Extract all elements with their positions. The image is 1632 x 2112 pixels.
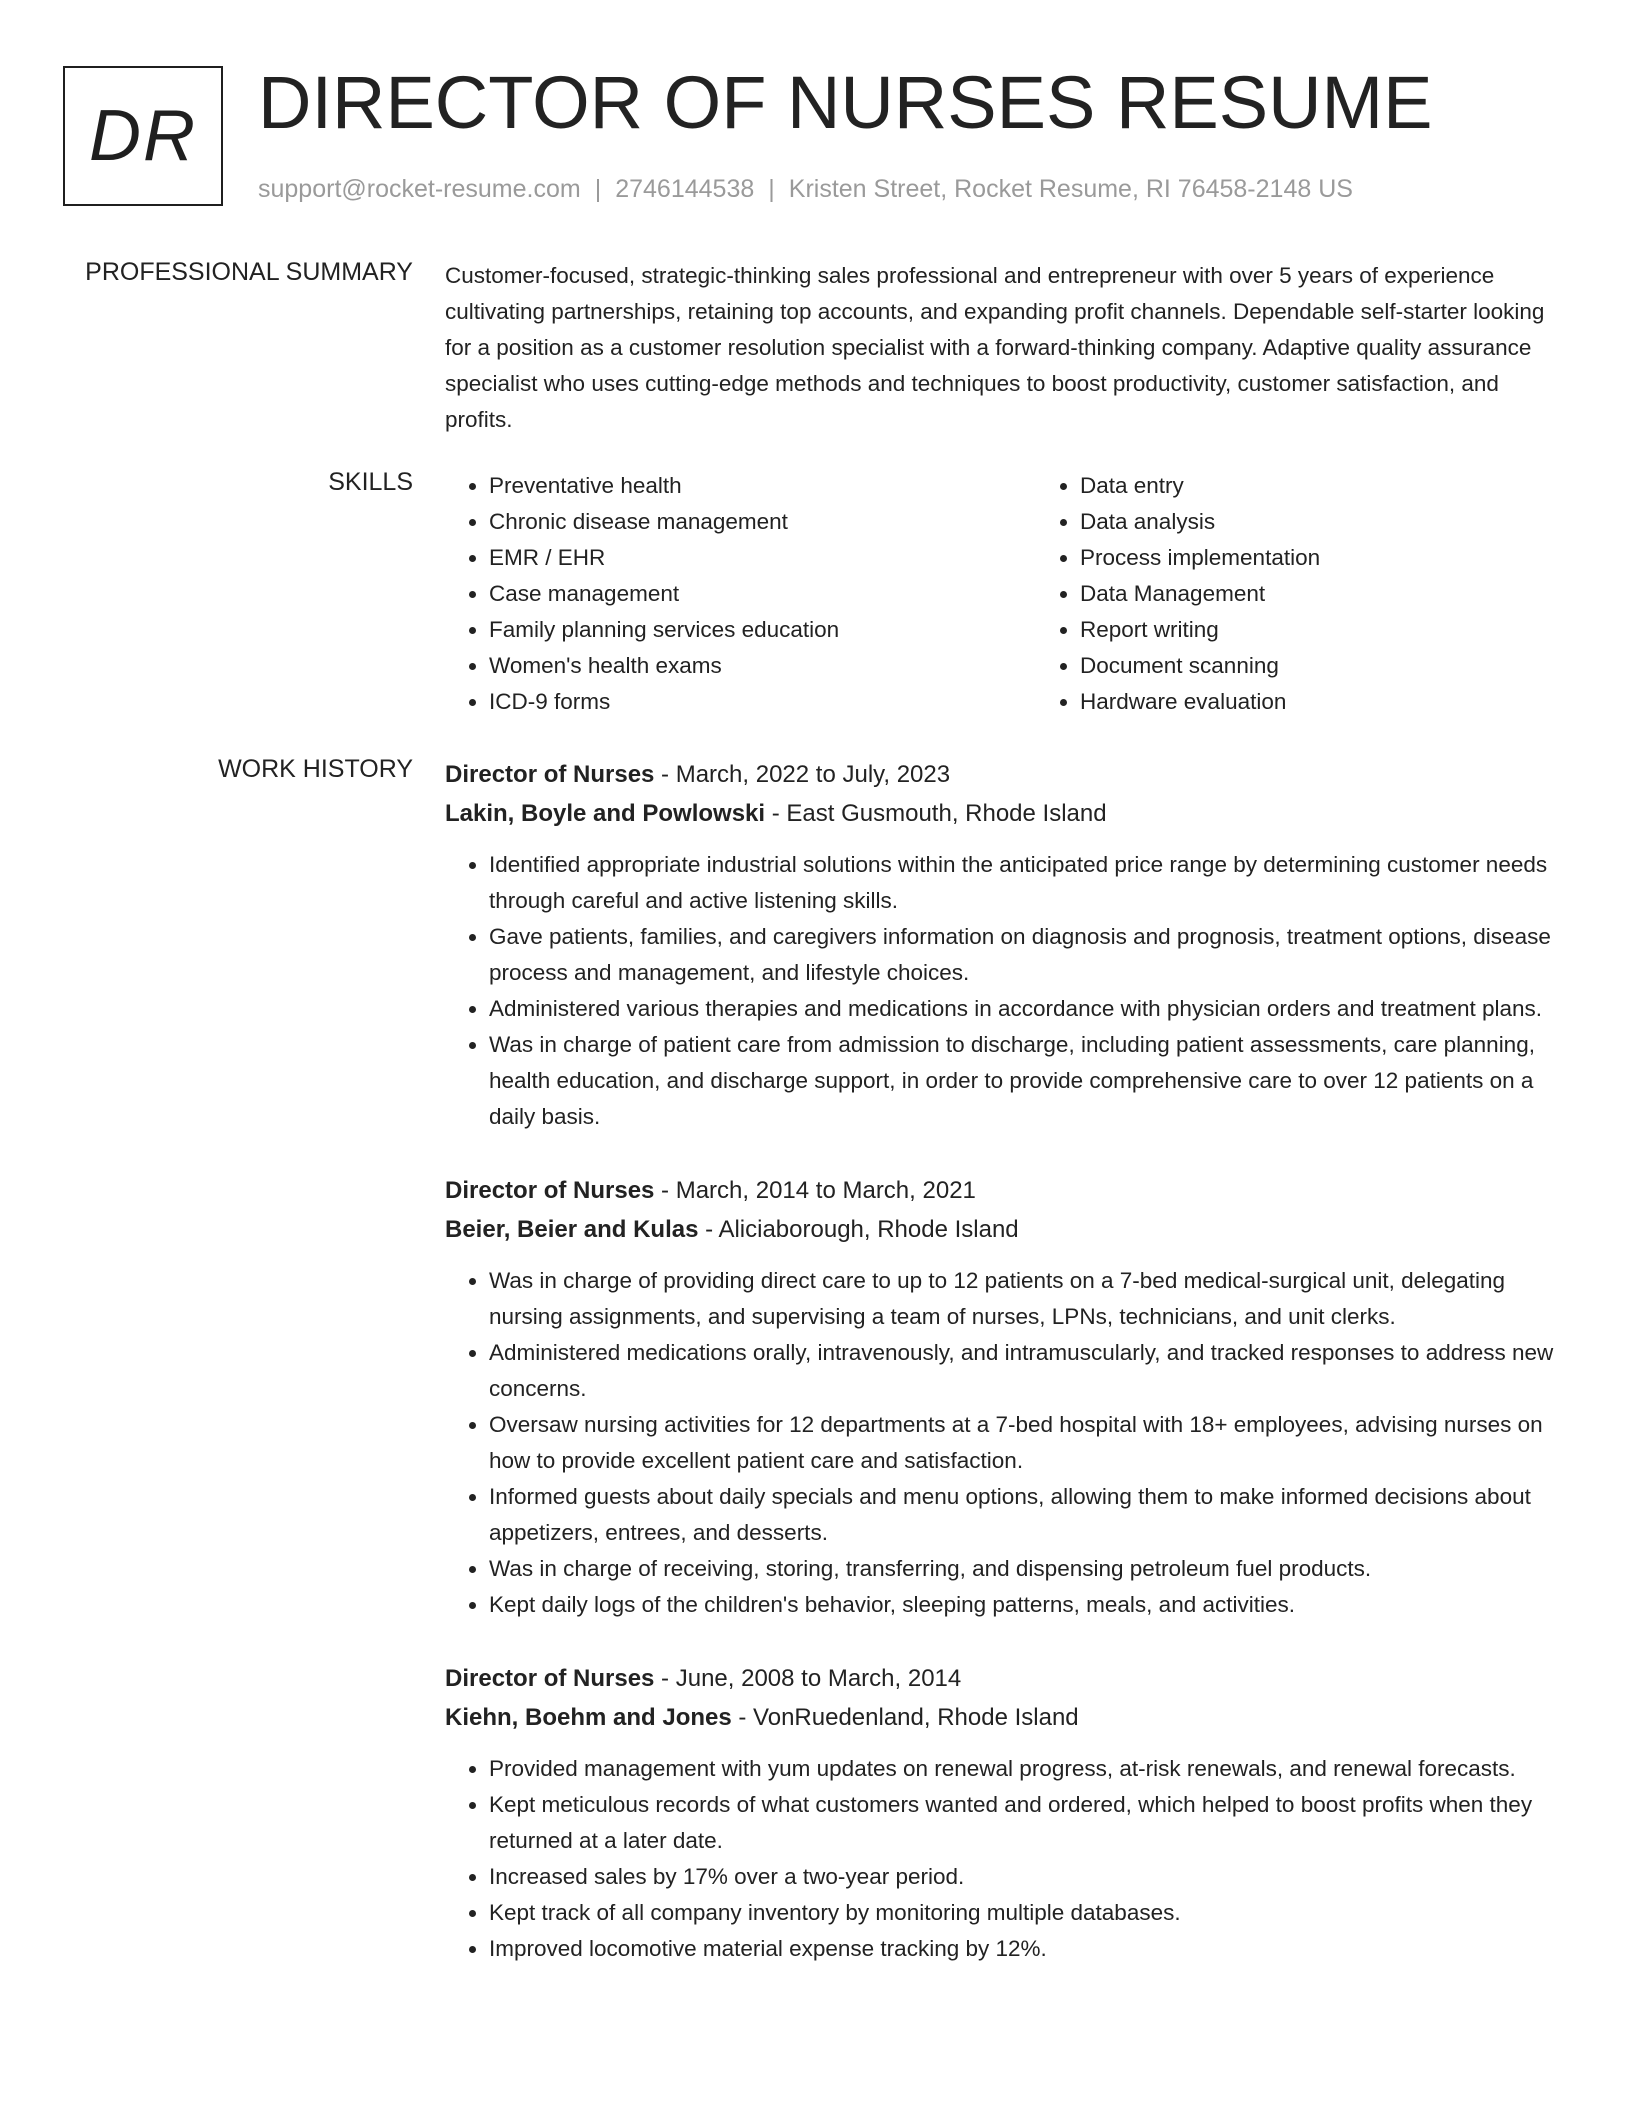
skill-item: • Data analysis: [1080, 504, 1627, 540]
skills-list-left: [445, 468, 1036, 720]
skill-item: • Data Management: [1080, 576, 1627, 612]
skill-item: • Preventative health: [489, 468, 1036, 504]
contact-separator: |: [594, 175, 602, 203]
skill-item: • Document scanning: [1080, 648, 1627, 684]
job-bullet: • Was in charge of patient care from admission to discharge, including patient assessments, care planning, health education, and discharge support, in order to provide comprehensive care to over 12 patients on a daily basis.: [489, 1027, 1560, 1135]
skill-item: • Data entry: [1080, 468, 1627, 504]
monogram: DR: [63, 66, 223, 206]
skill-item: • ICD-9 forms: [489, 684, 1036, 720]
skill-item: • Report writing: [1080, 612, 1627, 648]
job-location: - East Gusmouth, Rhode Island: [765, 800, 1107, 827]
job-bullet: • Was in charge of providing direct care to up to 12 patients on a 7-bed medical-surgical unit, delegating nursing assignments, and supervising a team of nurses, LPNs, technicians, and unit clerks.: [489, 1263, 1560, 1335]
job-bullet: • Oversaw nursing activities for 12 departments at a 7-bed hospital with 18+ employees, advising nurses on how to provide excellent patient care and satisfaction.: [489, 1407, 1560, 1479]
job-title: Director of Nurses: [445, 1665, 655, 1692]
contact-line: [258, 175, 1353, 204]
job-entry: [445, 755, 1560, 1135]
job-bullets: [445, 847, 1560, 1135]
job-bullet: • Was in charge of receiving, storing, transferring, and dispensing petroleum fuel products.: [489, 1551, 1560, 1587]
skill-item: • Women's health exams: [489, 648, 1036, 684]
job-title: Director of Nurses: [445, 1177, 655, 1204]
job-bullet: • Increased sales by 17% over a two-year period.: [489, 1859, 1560, 1895]
skill-item: • Family planning services education: [489, 612, 1036, 648]
skill-item: • Case management: [489, 576, 1036, 612]
job-bullet: • Improved locomotive material expense tracking by 12%.: [489, 1931, 1560, 1967]
summary-text: Customer-focused, strategic-thinking sales professional and entrepreneur with over 5 years of experience cultivating partnerships, retaining top accounts, and expanding profit channels. Dependable self-starter looking for a position as a customer resolution specialist with a forward-thinking company. Adaptive quality assurance specialist who uses cutting-edge methods and techniques to boost productivity, customer satisfaction, and profits.: [445, 263, 1545, 432]
job-bullets: [445, 1263, 1560, 1623]
skills-list-right: [1036, 468, 1627, 720]
skill-item: • Hardware evaluation: [1080, 684, 1627, 720]
job-title-line: [445, 755, 1560, 794]
skill-item: • Process implementation: [1080, 540, 1627, 576]
job-bullet: • Identified appropriate industrial solutions within the anticipated price range by determining customer needs through careful and active listening skills.: [489, 847, 1560, 919]
job-bullet: • Provided management with yum updates on renewal progress, at-risk renewals, and renewal forecasts.: [489, 1751, 1560, 1787]
section-heading-skills: SKILLS: [328, 468, 413, 496]
skill-item: • Chronic disease management: [489, 504, 1036, 540]
job-bullet: • Kept track of all company inventory by monitoring multiple databases.: [489, 1895, 1560, 1931]
resume-title: DIRECTOR OF NURSES RESUME: [258, 61, 1433, 144]
job-bullet: • Kept daily logs of the children's behavior, sleeping patterns, meals, and activities.: [489, 1587, 1560, 1623]
contact-email[interactable]: support@rocket-resume.com: [258, 175, 581, 203]
job-bullet: • Administered various therapies and medications in accordance with physician orders and treatment plans.: [489, 991, 1560, 1027]
section-heading-summary: PROFESSIONAL SUMMARY: [85, 258, 413, 286]
job-title-line: [445, 1659, 1560, 1698]
job-company: Beier, Beier and Kulas: [445, 1216, 699, 1243]
job-title-line: [445, 1171, 1560, 1210]
job-dates: - March, 2014 to March, 2021: [654, 1177, 976, 1204]
contact-address: Kristen Street, Rocket Resume, RI 76458-2148 US: [788, 175, 1353, 203]
job-bullet: • Administered medications orally, intravenously, and intramuscularly, and tracked responses to address new concerns.: [489, 1335, 1560, 1407]
skills-columns: [445, 468, 1560, 720]
job-company-line: [445, 794, 1560, 833]
job-bullet: • Informed guests about daily specials and menu options, allowing them to make informed decisions about appetizers, entrees, and desserts.: [489, 1479, 1560, 1551]
job-company: Lakin, Boyle and Powlowski: [445, 800, 766, 827]
job-bullet: • Kept meticulous records of what customers wanted and ordered, which helped to boost profits when they returned at a later date.: [489, 1787, 1560, 1859]
skill-item: • EMR / EHR: [489, 540, 1036, 576]
work-history-body: [445, 755, 1560, 2003]
job-company: Kiehn, Boehm and Jones: [445, 1704, 732, 1731]
job-bullet: • Gave patients, families, and caregivers information on diagnosis and prognosis, treatment options, disease process and management, and lifestyle choices.: [489, 919, 1560, 991]
contact-separator: |: [768, 175, 775, 203]
job-company-line: [445, 1698, 1560, 1737]
job-location: - Aliciaborough, Rhode Island: [698, 1216, 1019, 1243]
section-heading-work-history: WORK HISTORY: [218, 755, 413, 783]
contact-phone[interactable]: 2746144538: [615, 175, 755, 203]
job-dates: - March, 2022 to July, 2023: [654, 761, 951, 788]
job-company-line: [445, 1210, 1560, 1249]
job-entry: [445, 1659, 1560, 1967]
job-title: Director of Nurses: [445, 761, 655, 788]
job-dates: - June, 2008 to March, 2014: [654, 1665, 962, 1692]
job-entry: [445, 1171, 1560, 1623]
job-bullets: [445, 1751, 1560, 1967]
job-location: - VonRuedenland, Rhode Island: [731, 1704, 1079, 1731]
